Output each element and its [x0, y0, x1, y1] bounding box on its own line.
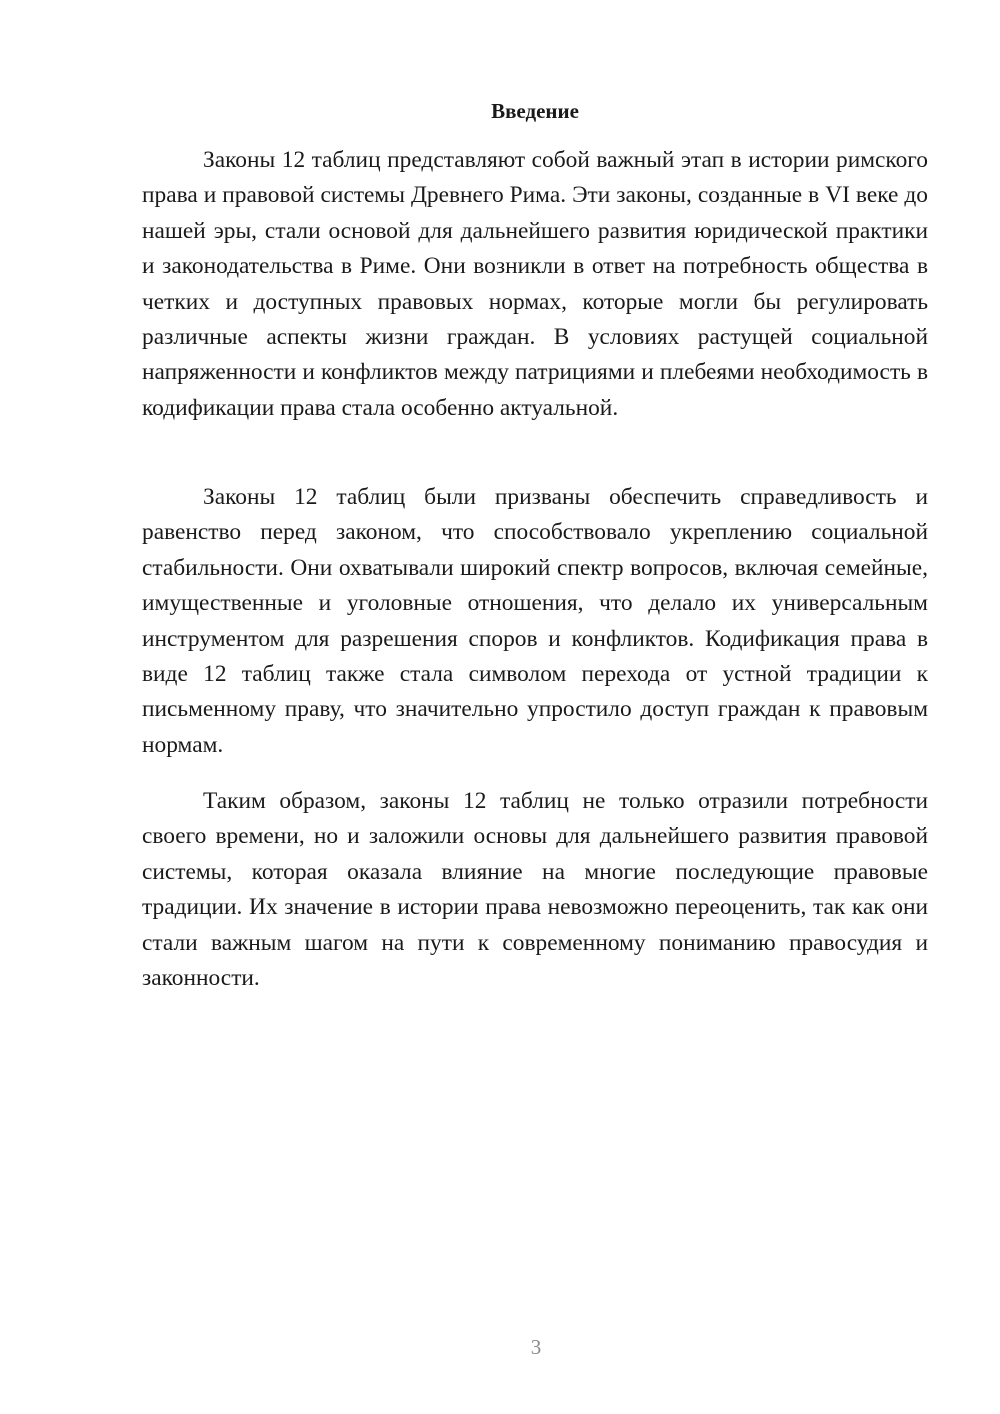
- paragraph-1: Законы 12 таблиц представляют собой важный этап в истории римского права и правовой системы Древнего Рима. Эти законы, созданные в VI веке до нашей эры, стали основой для дальнейшего развития юридической практики и законодательства в Риме. Они возникли в ответ на потребность общества в четких и доступных правовых нормах, которые могли бы регулировать различные аспекты жизни граждан. В условиях растущей социальной напряженности и конфликтов между патрициями и плебеями необходимость в кодификации права стала особенно актуальной.: [142, 147, 928, 421]
- paragraph-2: Законы 12 таблиц были призваны обеспечить справедливость и равенство перед законом, что способствовало укреплению социальной стабильности. Они охватывали широкий спектр вопросов, включая семейные, имущественные и уголовные отношения, что делало их универсальным инструментом для разрешения споров и конфликтов. Кодификация права в виде 12 таблиц также стала символом перехода от устной традиции к письменному праву, что значительно упростило доступ граждан к правовым нормам.: [142, 484, 928, 758]
- paragraph-3: Таким образом, законы 12 таблиц не только отразили потребности своего времени, но и заложили основы для дальнейшего развития правовой системы, которая оказала влияние на многие последующие правовые традиции. Их значение в истории права невозможно переоценить, так как они стали важным шагом на пути к современному пониманию правосудия и законности.: [142, 788, 928, 992]
- page-number: 3: [530, 1335, 542, 1359]
- section-heading: Введение: [491, 99, 579, 123]
